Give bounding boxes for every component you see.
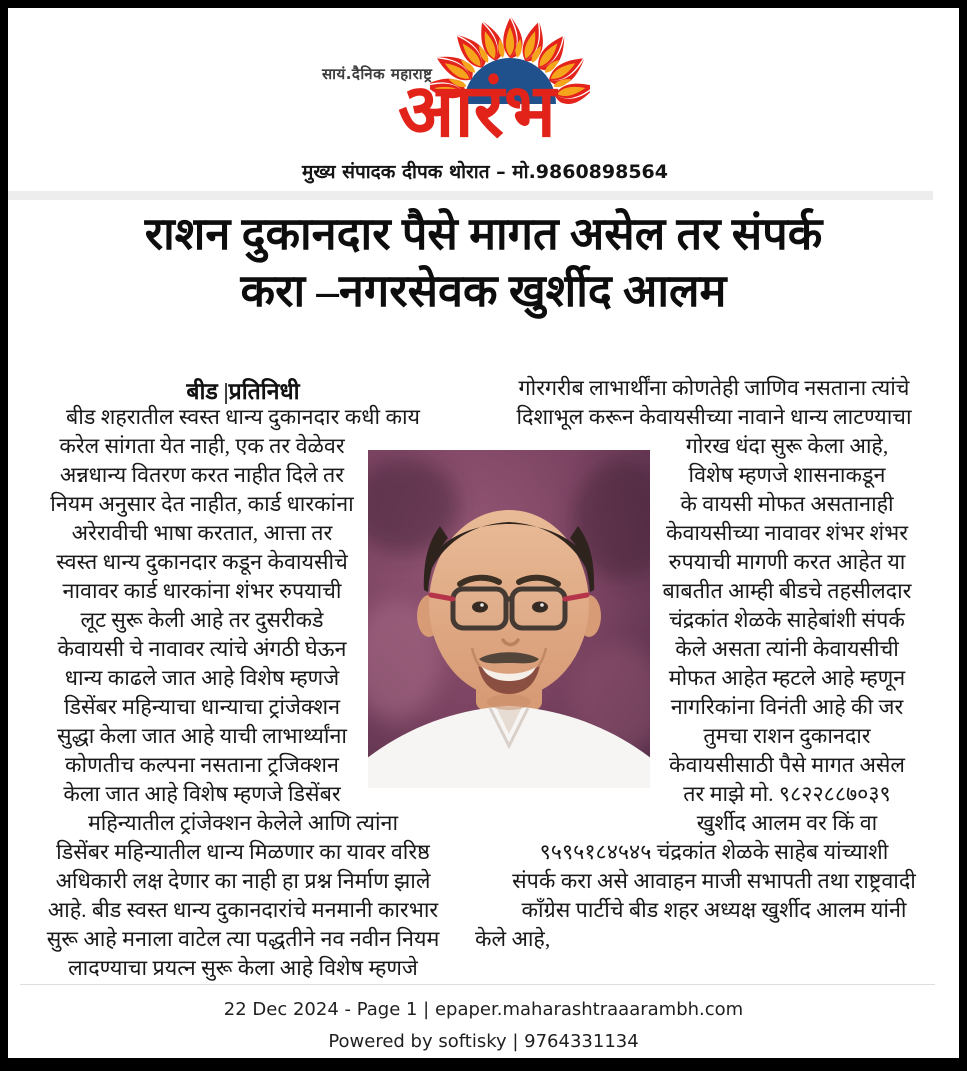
body-text-line: करेल सांगता येत नाही, एक तर वेळेवर xyxy=(59,434,345,458)
body-text-line: मोफत आहेत म्हटले आहे म्हणून xyxy=(668,666,906,690)
body-text-line: रुपयाची मागणी करत आहेत या xyxy=(668,550,906,574)
body-text-line: तुमचा राशन दुकानदार xyxy=(703,724,871,748)
body-text-line: केले आहे, xyxy=(475,927,551,951)
body-text-line: सुद्धा केला जात आहे याची लाभार्थ्यांना xyxy=(57,724,347,748)
body-text-line: गोरख धंदा सुरू केला आहे, xyxy=(685,434,889,458)
body-text-line: गोरगरीब लाभार्थींना कोणतेही जाणिव नसताना त्यांचे xyxy=(518,376,910,400)
editor-line: मुख्य संपादक दीपक थोरात – मो.9860898564 xyxy=(302,161,668,183)
body-text-line: चंद्रकांत शेळके साहेबांशी संपर्क xyxy=(669,608,905,632)
body-text-line: आहे. बीड स्वस्त धान्य दुकानदारांचे मनमानी कारभार xyxy=(47,898,439,922)
body-text-line: कोणतीच कल्पना नसताना ट्रजिक्शन xyxy=(65,753,339,777)
article-photo xyxy=(368,450,650,788)
dateline: बीड |प्रतिनिधी xyxy=(186,379,300,404)
body-text-line: नावावर कार्ड धारकांना शंभर रुपयाची xyxy=(62,579,342,603)
body-text-line: स्वस्त धान्य दुकानदार कडून केवायसीचे xyxy=(56,550,348,574)
body-text-line: नागरिकांना विनंती आहे की जर xyxy=(670,695,904,719)
body-text-line: बाबतीत आम्ही बीडचे तहसीलदार xyxy=(662,579,912,603)
body-text-line: अधिकारी लक्ष देणार का नाही हा प्रश्न निर्माण झाले xyxy=(55,869,431,893)
body-text-line: तर माझे मो. ९८२२८८७०३९ xyxy=(683,782,891,806)
body-text-line: लूट सुरू केली आहे तर दुसरीकडे xyxy=(80,608,324,632)
portrait-illustration xyxy=(368,450,650,788)
section-divider xyxy=(8,191,933,200)
body-text-line: डिसेंबर महिन्यातील धान्य मिळणार का यावर वरिष्ठ xyxy=(56,840,430,864)
body-text-line: अरेरावीची भाषा करतात, आत्ता तर xyxy=(71,521,333,545)
body-text-line: केवायसी चे नावावर त्यांचे अंगठी घेऊन xyxy=(57,637,347,661)
body-text-line: लादण्याचा प्रयत्न सुरू केला आहे विशेष म्हणजे xyxy=(68,956,418,980)
body-text-line: केला जात आहे विशेष म्हणजे डिसेंबर xyxy=(63,782,341,806)
footer-powered-by: Powered by softisky | 9764331134 xyxy=(328,1031,639,1052)
footer-date-page-site: 22 Dec 2024 - Page 1 | epaper.maharashtraaarambh.com xyxy=(223,999,744,1020)
body-text-line: के वायसी मोफत असतानाही xyxy=(680,492,894,516)
body-text-line: बीड शहरातील स्वस्त धान्य दुकानदार कधी काय xyxy=(66,405,420,429)
newspaper-logo-text: आरंभ xyxy=(398,71,556,153)
body-text-line: संपर्क करा असे आवाहन माजी सभापती तथा राष्ट्रवादी xyxy=(512,869,916,893)
headline-line-2: करा –नगरसेवक खुर्शीद आलम xyxy=(240,266,727,316)
body-text-line: खुर्शीद आलम वर किं वा xyxy=(696,811,878,835)
body-text-line: दिशाभूल करून केवायसीच्या नावाने धान्य लाटण्याचा xyxy=(516,405,912,429)
body-text-line: अन्नधान्य वितरण करत नाहीत दिले तर xyxy=(59,463,345,487)
body-text-line: ९५९५१८४५४५ चंद्रकांत शेळके साहेब यांच्याशी xyxy=(539,840,889,864)
body-text-line: केले असता त्यांनी केवायसीची xyxy=(675,637,899,661)
body-text-line: केवायसीच्या नावावर शंभर शंभर xyxy=(665,521,909,545)
body-text-line: विशेष म्हणजे शासनाकडून xyxy=(688,463,886,487)
body-text-line: काँग्रेस पार्टीचे बीड शहर अध्यक्ष खुर्शीद आलम यांनी xyxy=(521,898,907,922)
footer-divider xyxy=(20,984,935,985)
headline-line-1: राशन दुकानदार पैसे मागत असेल तर संपर्क xyxy=(144,209,823,259)
body-text-line: डिसेंबर महिन्याचा धान्याचा ट्रांजेक्शन xyxy=(63,695,341,719)
body-text-line: महिन्यातील ट्रांजेक्शन केलेले आणि त्यांना xyxy=(87,811,399,835)
body-text-line: नियम अनुसार देत नाहीत, कार्ड धारकांना xyxy=(50,492,354,516)
body-text-line: सुरू आहे मनाला वाटेल त्या पद्धतीने नव नवीन नियम xyxy=(46,927,440,951)
body-text-line: धान्य काढले जात आहे विशेष म्हणजे xyxy=(64,666,340,690)
body-text-line: केवायसीसाठी पैसे मागत असेल xyxy=(669,753,905,777)
headline xyxy=(8,206,959,320)
masthead-tagline: सायं.दैनिक महाराष्ट्र xyxy=(322,65,433,83)
